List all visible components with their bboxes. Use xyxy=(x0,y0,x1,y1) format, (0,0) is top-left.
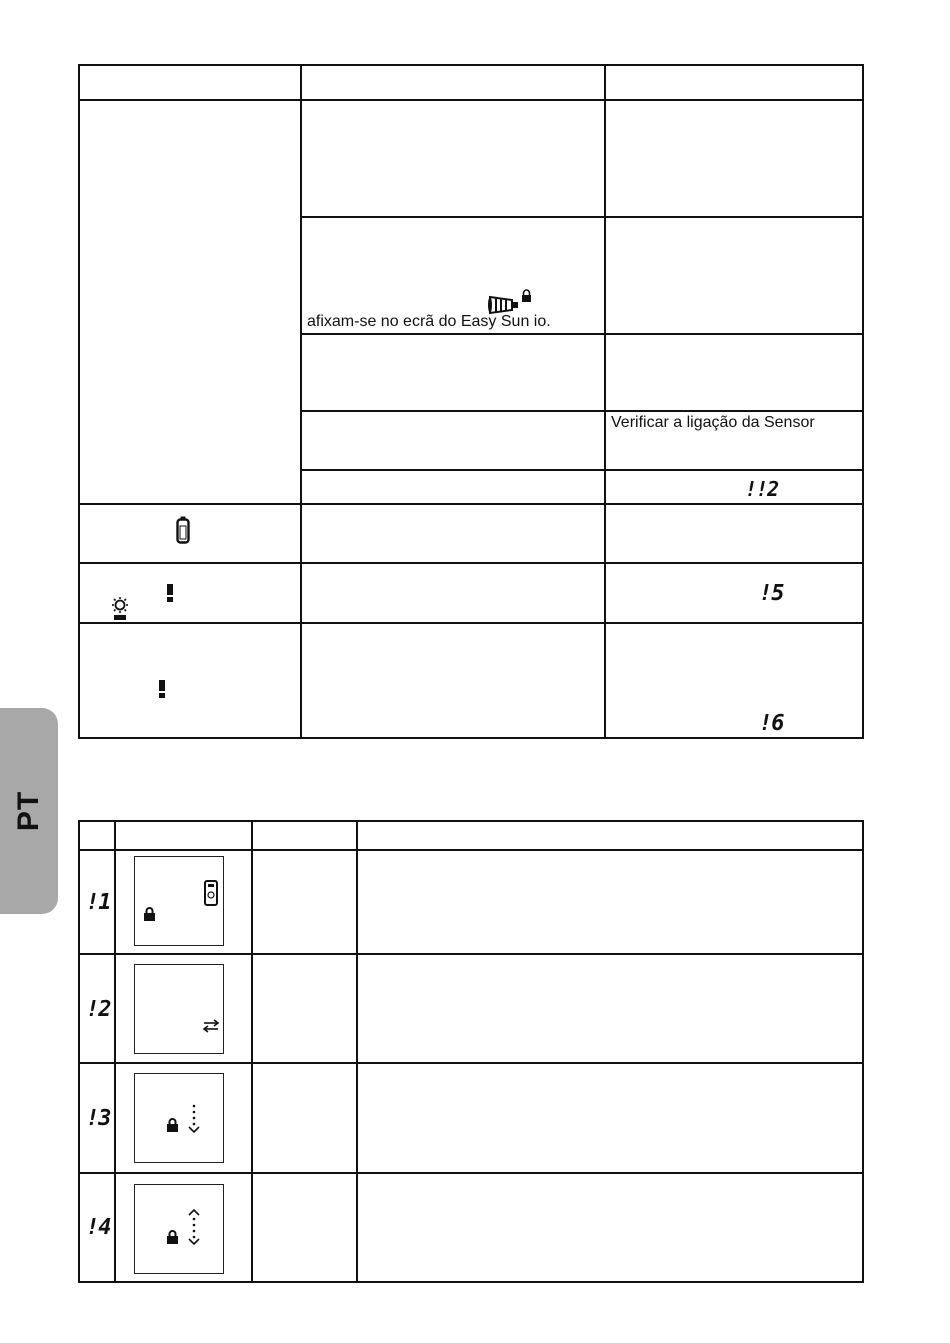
table-row-rule xyxy=(300,469,864,471)
table-row-rule xyxy=(78,1062,864,1064)
error-code: !4 xyxy=(86,1215,111,1240)
warning-exclamation-icon xyxy=(166,584,174,602)
table-col-separator-3 xyxy=(356,820,358,1283)
lock-icon xyxy=(166,1230,179,1245)
table-row-rule xyxy=(300,216,864,218)
table-col-separator-1 xyxy=(114,820,116,1283)
table-border-top xyxy=(78,820,864,822)
sensor-lock-icon xyxy=(488,291,534,315)
dotted-arrow-updown-icon xyxy=(187,1209,201,1245)
dotted-arrow-down-icon xyxy=(187,1104,201,1134)
sun-icon xyxy=(111,597,129,621)
table-col-separator-2 xyxy=(251,820,253,1283)
error-code: !3 xyxy=(86,1106,111,1131)
table-border-bottom xyxy=(78,737,864,739)
error-code: !1 xyxy=(86,890,111,915)
table-row-rule xyxy=(300,410,864,412)
table-col-separator-1 xyxy=(300,64,302,739)
table-border-top xyxy=(78,64,864,66)
battery-icon xyxy=(176,516,190,544)
display-screen xyxy=(134,1184,224,1274)
lock-icon xyxy=(166,1118,179,1133)
display-message-text: afixam-se no ecrã do Easy Sun io. xyxy=(307,313,551,330)
display-screen xyxy=(134,964,224,1054)
table-row-rule xyxy=(78,562,864,564)
table-header-rule xyxy=(78,99,864,101)
table-row-rule xyxy=(78,1172,864,1174)
language-tab xyxy=(0,708,58,914)
error-code: !2 xyxy=(86,997,111,1022)
display-screen xyxy=(134,1073,224,1163)
table-row-rule xyxy=(78,622,864,624)
error-code: !!2 xyxy=(745,477,779,501)
solution-text: Verificar a ligação da Sensor xyxy=(611,414,815,431)
table-row-rule xyxy=(78,503,864,505)
warning-exclamation-icon xyxy=(158,680,166,698)
lock-icon xyxy=(143,907,156,922)
remote-icon xyxy=(204,880,218,906)
error-code: !6 xyxy=(759,711,784,736)
table-border-left xyxy=(78,64,80,739)
transfer-arrows-icon xyxy=(203,1020,219,1032)
table-col-separator-2 xyxy=(604,64,606,739)
table-border-right xyxy=(862,820,864,1283)
language-tab-label: PT xyxy=(12,790,45,832)
table-row-rule xyxy=(300,333,864,335)
table-border-left xyxy=(78,820,80,1283)
error-code: !5 xyxy=(759,581,784,606)
table-row-rule xyxy=(78,953,864,955)
table-header-rule xyxy=(78,849,864,851)
table-border-right xyxy=(862,64,864,739)
table-border-bottom xyxy=(78,1281,864,1283)
